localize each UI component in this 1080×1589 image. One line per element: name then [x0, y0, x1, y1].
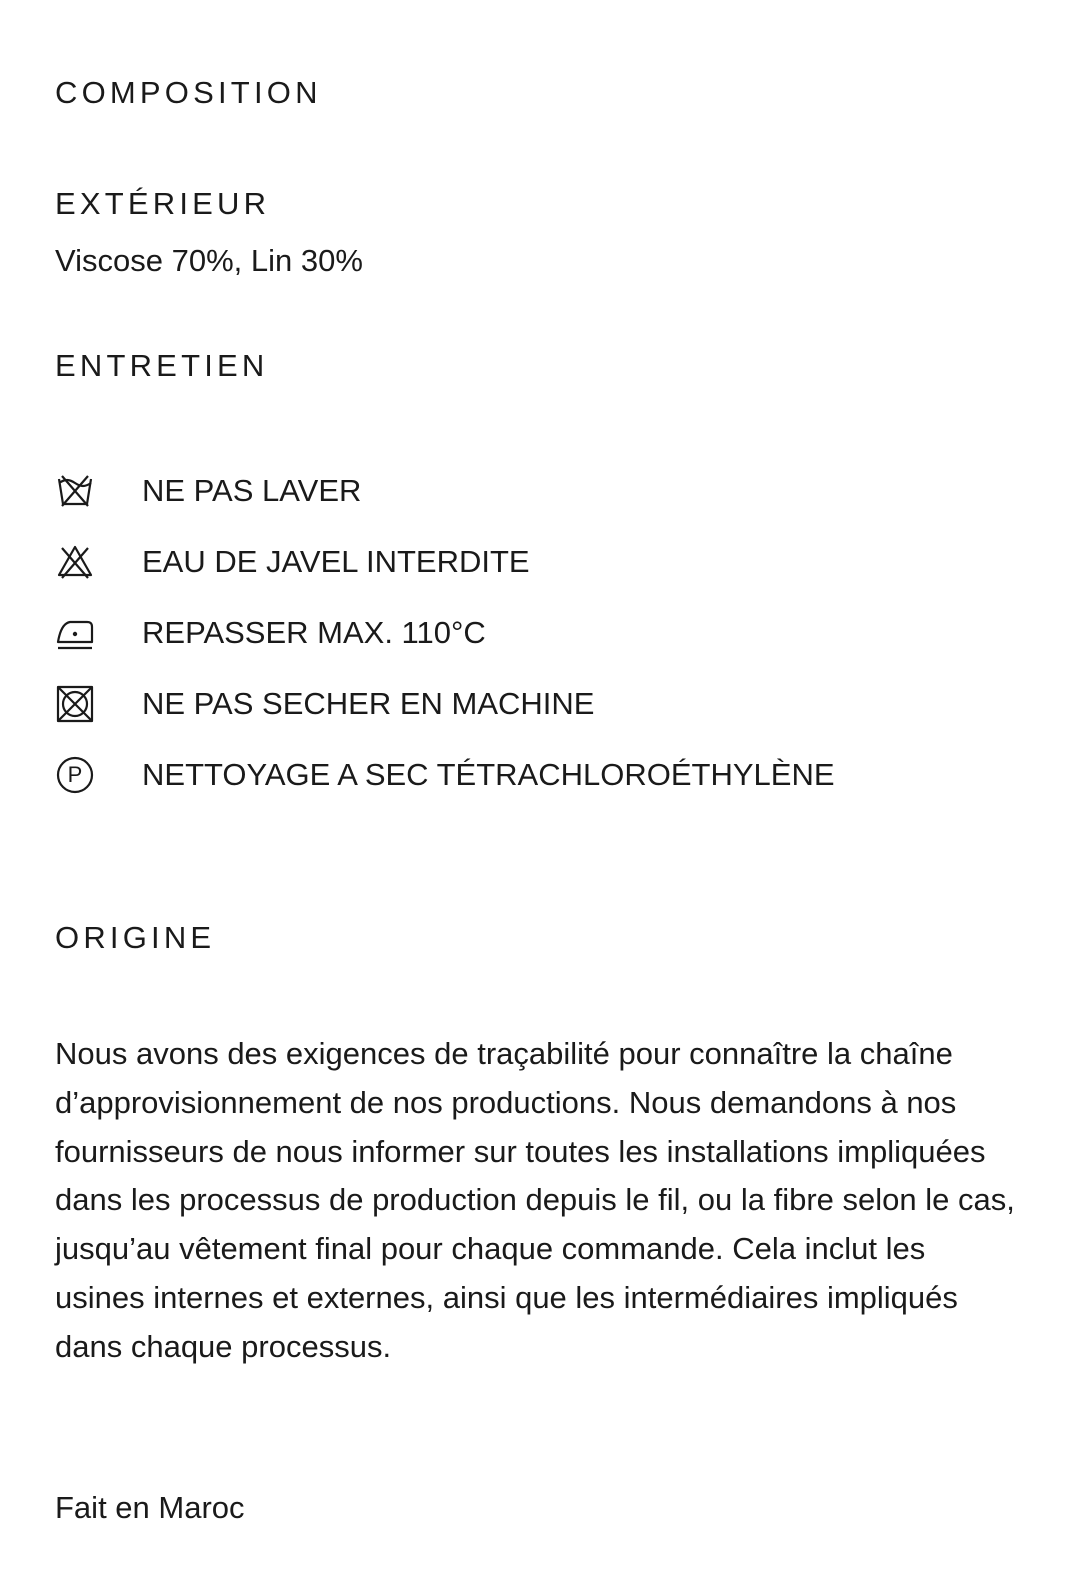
- care-instruction-item: [55, 597, 835, 668]
- dry-clean-p-icon: [54, 754, 96, 796]
- care-instruction-label: EAU DE JAVEL INTERDITE: [142, 544, 530, 579]
- exterior-material-value: Viscose 70%, Lin 30%: [55, 243, 363, 278]
- origin-description: Nous avons des exigences de traçabilité pour connaître la chaîne d’approvisionnement de nos productions. Nous demandons à nos fournisseurs de nous informer sur toutes les installations impliquées dans les processus de production depuis le fil, ou la fibre selon le cas, jusqu’au vêtement final pour chaque commande. Cela inclut les usines internes et externes, ainsi que les intermédiaires impliqués dans chaque processus.: [55, 1036, 1015, 1364]
- care-instructions-list: [55, 455, 835, 810]
- iron-low-temperature-icon: [54, 612, 96, 654]
- care-heading: ENTRETIEN: [55, 348, 269, 383]
- do-not-wash-icon: [54, 470, 96, 512]
- care-instruction-item: [55, 526, 835, 597]
- svg-text:P: P: [67, 761, 83, 787]
- exterior-heading: EXTÉRIEUR: [55, 186, 271, 221]
- do-not-bleach-icon: [54, 541, 96, 583]
- origin-heading: ORIGINE: [55, 920, 216, 955]
- care-instruction-item: [55, 739, 835, 810]
- care-instruction-item: [55, 668, 835, 739]
- care-instruction-item: [55, 455, 835, 526]
- care-instruction-label: REPASSER MAX. 110°C: [142, 615, 486, 650]
- care-instruction-label: NETTOYAGE A SEC TÉTRACHLOROÉTHYLÈNE: [142, 757, 835, 792]
- care-instruction-label: NE PAS LAVER: [142, 473, 362, 508]
- composition-heading: COMPOSITION: [55, 75, 322, 110]
- made-in-text: Fait en Maroc: [55, 1490, 245, 1525]
- care-instruction-label: NE PAS SECHER EN MACHINE: [142, 686, 595, 721]
- do-not-tumble-dry-icon: [54, 683, 96, 725]
